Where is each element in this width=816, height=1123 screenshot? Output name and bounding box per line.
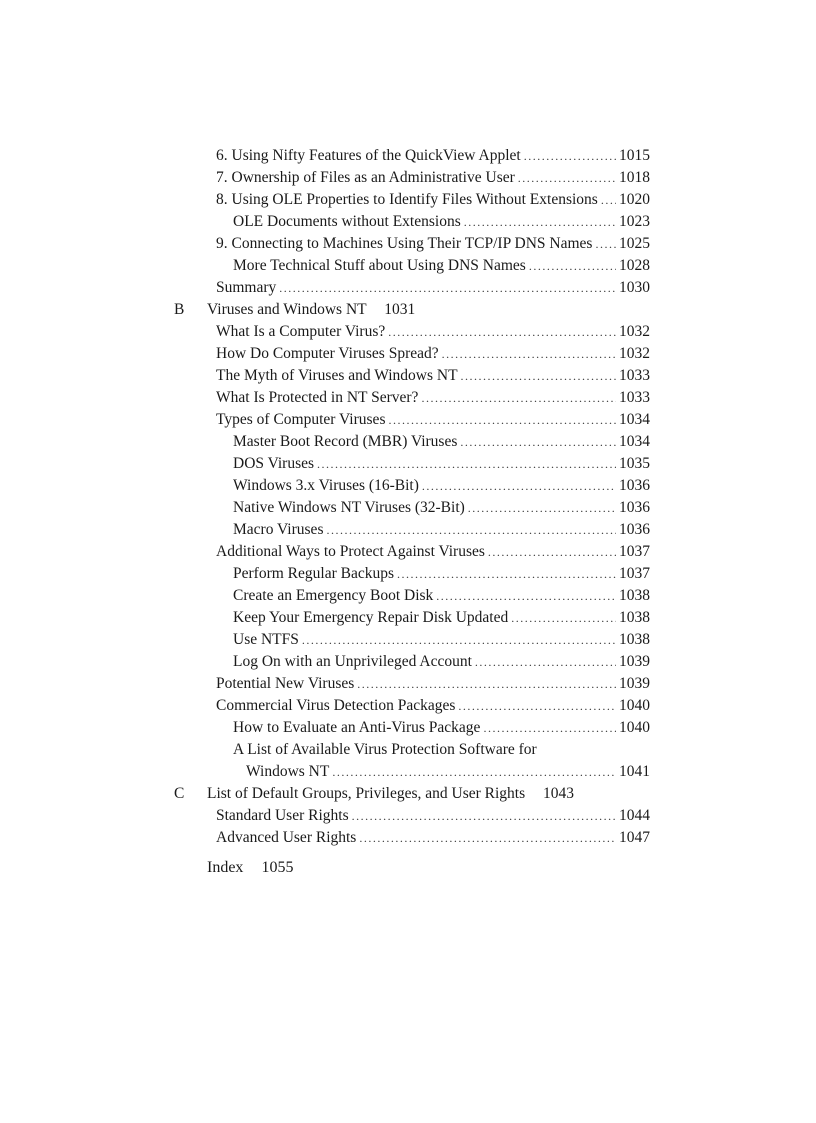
dot-leader — [518, 168, 616, 188]
toc-entry — [216, 542, 650, 562]
toc-entry — [233, 520, 650, 540]
toc-entry — [216, 366, 650, 386]
dot-leader — [317, 454, 616, 474]
entry-title: The Myth of Viruses and Windows NT — [216, 367, 458, 384]
toc-entry — [233, 498, 650, 518]
entry-title: 6. Using Nifty Features of the QuickView Applet — [216, 147, 521, 164]
dot-leader — [421, 388, 616, 408]
entry-title: Macro Viruses — [233, 521, 324, 538]
toc-entry — [233, 608, 650, 628]
entry-title: Keep Your Emergency Repair Disk Updated — [233, 609, 509, 626]
toc-entry — [246, 762, 650, 782]
entry-page: 1039 — [619, 653, 650, 670]
dot-leader — [461, 366, 616, 386]
index-heading — [207, 858, 293, 878]
toc-entry — [216, 278, 650, 298]
entry-page: 1025 — [619, 235, 650, 252]
entry-page: 1032 — [619, 345, 650, 362]
entry-title: More Technical Stuff about Using DNS Names — [233, 257, 526, 274]
toc-entry — [233, 212, 650, 232]
entry-page: 1039 — [619, 675, 650, 692]
dot-leader — [511, 608, 616, 628]
toc-entry — [216, 828, 650, 848]
toc-entry — [216, 674, 650, 694]
dot-leader — [464, 212, 616, 232]
dot-leader — [442, 344, 616, 364]
toc-entry — [216, 806, 650, 826]
entry-page: 1038 — [619, 609, 650, 626]
dot-leader — [352, 806, 616, 826]
toc-entry — [233, 256, 650, 276]
entry-title: How to Evaluate an Anti-Virus Package — [233, 719, 481, 736]
dot-leader — [436, 586, 616, 606]
toc-entry — [233, 630, 650, 650]
entry-page: 1018 — [619, 169, 650, 186]
entry-title: Windows NT — [246, 763, 330, 780]
dot-leader — [468, 498, 616, 518]
dot-leader — [460, 432, 616, 452]
entry-page: 1044 — [619, 807, 650, 824]
toc-entry — [216, 168, 650, 188]
toc-entry — [233, 718, 650, 738]
dot-leader — [359, 828, 616, 848]
toc-entry — [233, 652, 650, 672]
entry-title: DOS Viruses — [233, 455, 315, 472]
entry-title: Commercial Virus Detection Packages — [216, 697, 456, 714]
toc-entry — [233, 454, 650, 474]
toc-entry — [216, 696, 650, 716]
dot-leader — [488, 542, 616, 562]
entry-page: 1036 — [619, 521, 650, 538]
toc-entry — [233, 586, 650, 606]
toc-entry — [233, 564, 650, 584]
entry-title: Advanced User Rights — [216, 829, 357, 846]
entry-title: Create an Emergency Boot Disk — [233, 587, 434, 604]
entry-page: 1047 — [619, 829, 650, 846]
entry-page: 1038 — [619, 587, 650, 604]
toc-entry — [233, 476, 650, 496]
entry-page: 1034 — [619, 411, 650, 428]
index-page: 1055 — [261, 859, 294, 876]
toc-entry — [233, 740, 537, 760]
entry-page: 1023 — [619, 213, 650, 230]
entry-title: 9. Connecting to Machines Using Their TCP/IP DNS Names — [216, 235, 593, 252]
index-label: Index — [207, 859, 244, 876]
entry-title: What Is a Computer Virus? — [216, 323, 386, 340]
toc-entry — [216, 410, 650, 430]
entry-page: 1036 — [619, 499, 650, 516]
dot-leader — [279, 278, 616, 298]
entry-page: 1038 — [619, 631, 650, 648]
chapter-title: List of Default Groups, Privileges, and User Rights — [207, 785, 526, 802]
toc-entry — [233, 432, 650, 452]
entry-title: Additional Ways to Protect Against Viruses — [216, 543, 485, 560]
entry-page: 1040 — [619, 697, 650, 714]
toc-entry — [216, 322, 650, 342]
toc-entry — [216, 234, 650, 254]
dot-leader — [595, 234, 616, 254]
entry-title: Log On with an Unprivileged Account — [233, 653, 472, 670]
dot-leader — [524, 146, 616, 166]
chapter-letter: B — [174, 301, 185, 318]
dot-leader — [388, 322, 616, 342]
dot-leader — [357, 674, 616, 694]
dot-leader — [458, 696, 616, 716]
dot-leader — [302, 630, 616, 650]
entry-page: 1033 — [619, 367, 650, 384]
entry-title: Use NTFS — [233, 631, 299, 648]
entry-title: A List of Available Virus Protection Software for — [233, 741, 537, 758]
chapter-title: Viruses and Windows NT — [207, 301, 367, 318]
entry-title: How Do Computer Viruses Spread? — [216, 345, 439, 362]
dot-leader — [326, 520, 616, 540]
dot-leader — [475, 652, 616, 672]
entry-title: Standard User Rights — [216, 807, 349, 824]
entry-title: 8. Using OLE Properties to Identify Files Without Extensions — [216, 191, 598, 208]
toc-entry — [216, 388, 650, 408]
entry-page: 1030 — [619, 279, 650, 296]
entry-title: OLE Documents without Extensions — [233, 213, 461, 230]
entry-page: 1037 — [619, 543, 650, 560]
dot-leader — [529, 256, 616, 276]
entry-page: 1032 — [619, 323, 650, 340]
entry-title: Summary — [216, 279, 277, 296]
entry-title: What Is Protected in NT Server? — [216, 389, 419, 406]
dot-leader — [397, 564, 616, 584]
toc-entry — [216, 190, 650, 210]
chapter-page: 1031 — [384, 301, 416, 318]
entry-page: 1034 — [619, 433, 650, 450]
entry-page: 1033 — [619, 389, 650, 406]
entry-title: Types of Computer Viruses — [216, 411, 386, 428]
dot-leader — [388, 410, 616, 430]
chapter-letter: C — [174, 785, 185, 802]
entry-page: 1028 — [619, 257, 650, 274]
entry-page: 1041 — [619, 763, 650, 780]
dot-leader — [422, 476, 616, 496]
entry-title: Perform Regular Backups — [233, 565, 394, 582]
entry-title: Windows 3.x Viruses (16-Bit) — [233, 477, 419, 494]
toc-entry — [216, 344, 650, 364]
entry-page: 1040 — [619, 719, 650, 736]
entry-title: 7. Ownership of Files as an Administrative User — [216, 169, 515, 186]
entry-page: 1015 — [619, 147, 650, 164]
entry-page: 1036 — [619, 477, 650, 494]
dot-leader — [483, 718, 616, 738]
toc-entry — [216, 146, 650, 166]
dot-leader — [332, 762, 616, 782]
dot-leader — [601, 190, 616, 210]
entry-title: Potential New Viruses — [216, 675, 355, 692]
entry-page: 1020 — [619, 191, 650, 208]
entry-page: 1037 — [619, 565, 650, 582]
entry-title: Master Boot Record (MBR) Viruses — [233, 433, 458, 450]
chapter-page: 1043 — [543, 785, 575, 802]
entry-page: 1035 — [619, 455, 650, 472]
entry-title: Native Windows NT Viruses (32-Bit) — [233, 499, 465, 516]
